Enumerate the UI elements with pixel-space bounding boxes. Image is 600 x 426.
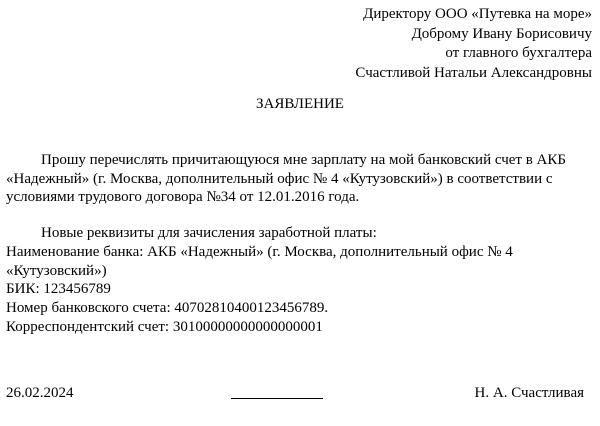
requisites-intro: Новые реквизиты для зачисления заработной платы: xyxy=(41,225,377,241)
document-title: ЗАЯВЛЕНИЕ xyxy=(256,96,344,112)
addressee-from: от главного бухгалтера xyxy=(445,45,592,61)
account-line: Номер банковского счета: 40702810400123456789. xyxy=(6,300,329,317)
bank-name-line-1: Наименование банка: АКБ «Надежный» (г. Москва, дополнительный офис № 4 xyxy=(6,243,513,260)
bik-line: БИК: 123456789 xyxy=(6,281,111,298)
requisites-block xyxy=(6,224,586,337)
corr-account-line: Корреспондентский счет: 30100000000000000001 xyxy=(6,318,323,335)
signature-date: 26.02.2024 xyxy=(6,385,74,401)
addressee-director: Директору ООО «Путевка на море» xyxy=(363,6,592,22)
request-line-3: условиями трудового договора №34 от 12.01.2016 года. xyxy=(6,189,360,205)
addressee-sender: Счастливой Натальи Александровны xyxy=(355,64,592,81)
request-line-1: Прошу перечислять причитающуюся мне зарплату на мой банковский счет в АКБ xyxy=(41,152,566,168)
signature-line xyxy=(231,398,323,399)
request-paragraph xyxy=(6,151,586,207)
signer-name: Н. А. Счастливая xyxy=(474,385,584,401)
request-line-2: «Надежный» (г. Москва, дополнительный офис № 4 «Кутузовский») в соответствии с xyxy=(6,170,553,187)
bank-name-line-2: «Кутузовский») xyxy=(6,262,107,279)
addressee-block xyxy=(355,5,592,83)
addressee-name: Доброму Ивану Борисовичу xyxy=(411,25,592,42)
